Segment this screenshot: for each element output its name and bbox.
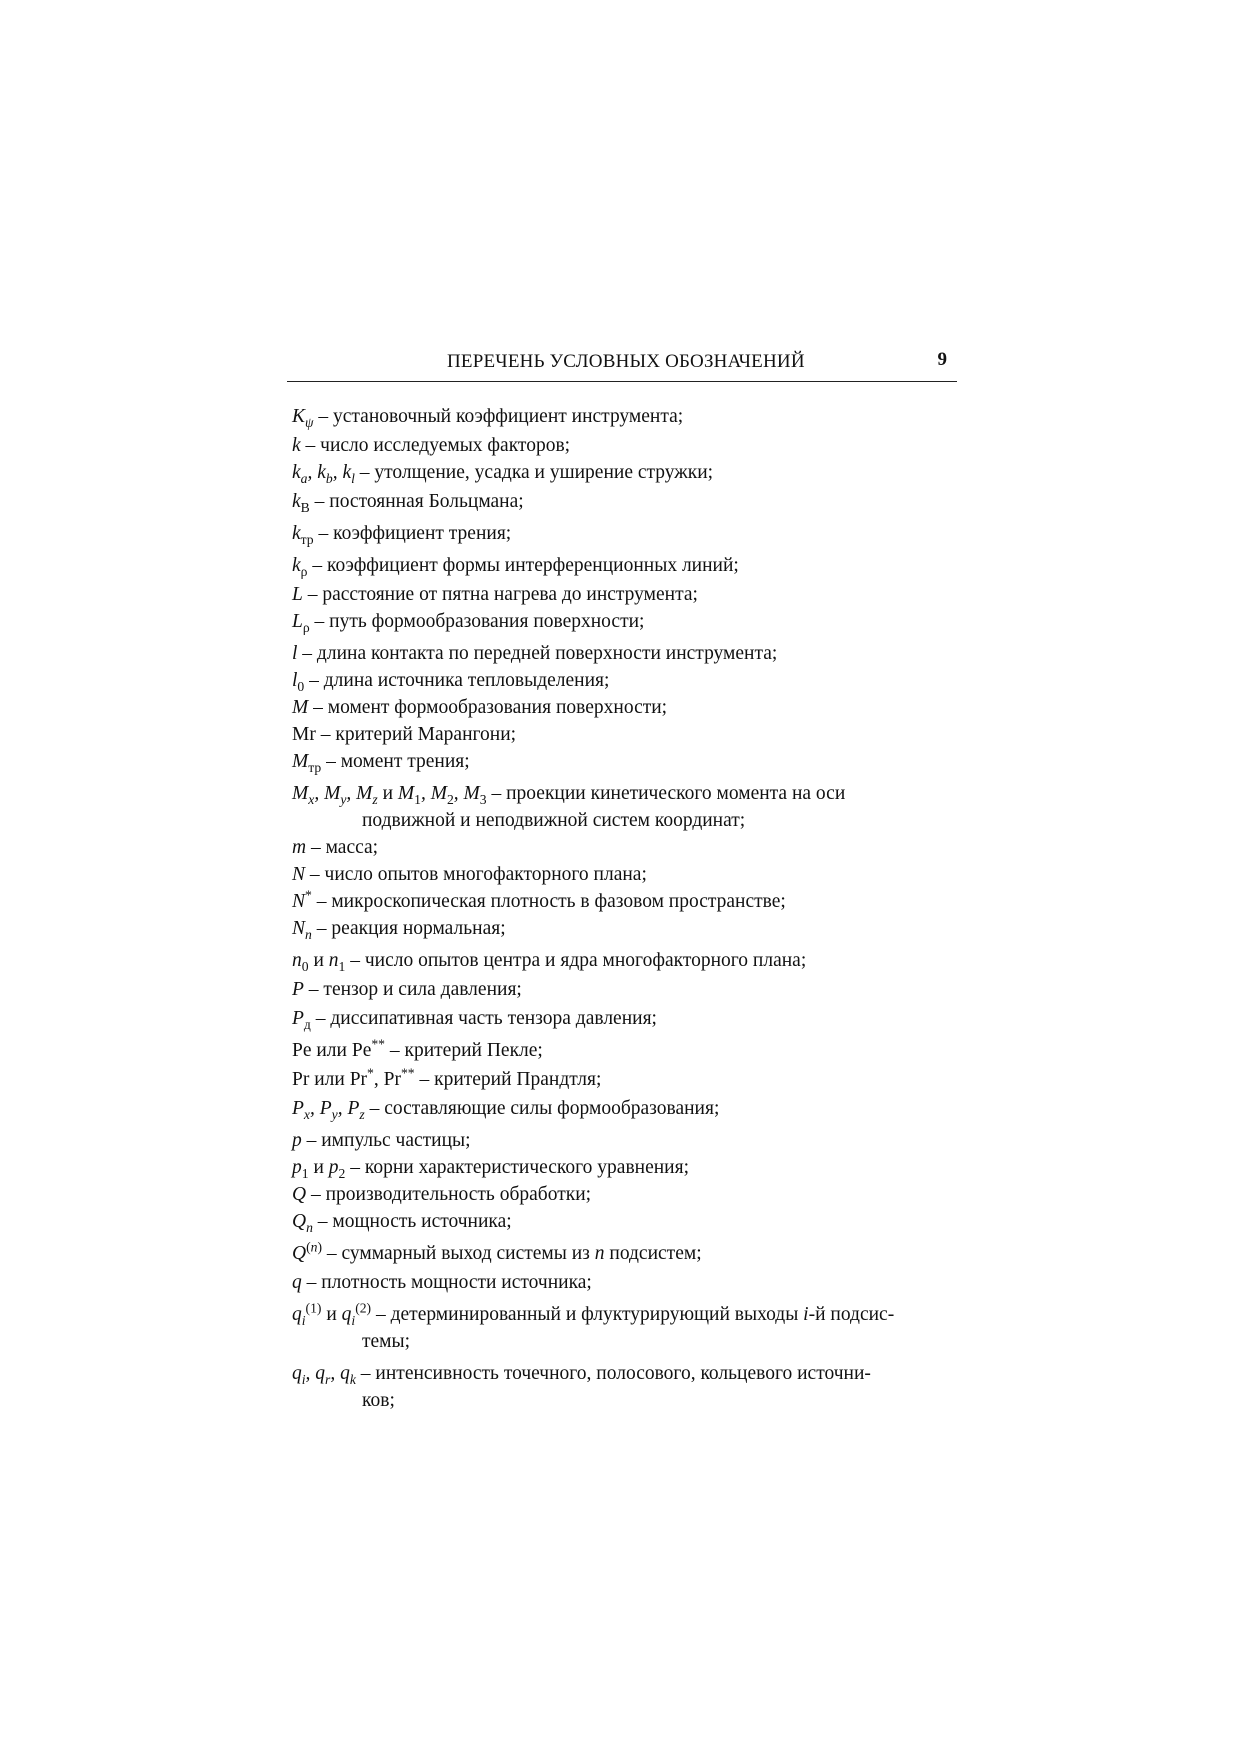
notation-symbol: $k_B$ — [292, 491, 310, 515]
notation-symbol: N — [292, 864, 306, 885]
notation-definition: – масса; — [306, 837, 379, 858]
notation-definition: – расстояние от пятна нагрева до инструмента; — [302, 584, 698, 605]
notation-entry — [292, 949, 952, 972]
notation-entry — [292, 1065, 952, 1091]
notation-symbol: $p_1$ и $p_2$ — [292, 1157, 346, 1181]
notation-definition: – длина контакта по передней поверхности инструмента; — [297, 643, 778, 664]
notation-definition: – критерий Пекле; — [385, 1040, 543, 1061]
notation-entry-continuation — [292, 809, 952, 832]
notation-definition: темы; — [362, 1331, 411, 1352]
notation-entry — [292, 887, 952, 913]
notation-symbol: Pe или Pe** — [292, 1036, 385, 1061]
notation-symbol: q — [292, 1272, 302, 1293]
notation-symbol: Pr или Pr*, Pr** — [292, 1065, 415, 1090]
notation-symbol: k — [292, 435, 301, 456]
notation-entry — [292, 978, 952, 1001]
notation-entry — [292, 917, 952, 940]
notation-entry — [292, 1239, 952, 1265]
notation-symbol: P — [292, 979, 304, 1000]
notation-symbol: l — [292, 643, 298, 664]
notation-definition: ков; — [362, 1390, 395, 1411]
notation-symbol: N* — [292, 887, 312, 912]
notation-symbol: $q_i^{(1)}$ и $q_i^{(2)}$ — [292, 1300, 372, 1328]
notation-symbol: $k_{тр}$ — [292, 523, 314, 547]
notation-definition: – число исследуемых факторов; — [300, 435, 571, 456]
notation-entry — [292, 1183, 952, 1206]
notation-definition: – составляющие силы формообразования; — [364, 1098, 720, 1119]
notation-symbol: $P_x$, $P_y$, $P_z$ — [292, 1098, 365, 1122]
notation-entry — [292, 490, 952, 513]
notation-symbol: $n_0$ и $n_1$ — [292, 950, 346, 974]
notation-symbol: $Q_n$ — [292, 1211, 313, 1235]
notation-symbol: L — [292, 584, 303, 605]
notation-entry — [292, 642, 952, 665]
notation-entry — [292, 434, 952, 457]
notation-entry — [292, 1210, 952, 1233]
notation-entry — [292, 723, 952, 746]
symbol-list — [292, 405, 952, 1412]
notation-entry — [292, 836, 952, 859]
notation-symbol: $k_a$, $k_b$, $k_l$ — [292, 462, 355, 486]
notation-definition: – производительность обработки; — [306, 1184, 592, 1205]
notation-symbol: m — [292, 837, 307, 858]
notation-entry — [292, 554, 952, 577]
notation-symbol: $K_\psi$ — [292, 406, 314, 430]
notation-entry — [292, 610, 952, 633]
notation-definition: – критерий Прандтля; — [414, 1069, 602, 1090]
notation-entry — [292, 1007, 952, 1030]
notation-definition: – коэффициент формы интерференционных линий; — [307, 555, 739, 576]
notation-symbol: $Q^{(n)}$ — [292, 1239, 323, 1264]
notation-symbol: $L_\rho$ — [292, 611, 310, 635]
notation-definition: – постоянная Больцмана; — [309, 491, 524, 512]
notation-definition: – микроскопическая плотность в фазовом пространстве; — [311, 891, 786, 912]
notation-definition: – импульс частицы; — [301, 1130, 471, 1151]
notation-symbol: Q — [292, 1184, 307, 1205]
notation-definition: – проекции кинетического момента на оси — [486, 783, 846, 804]
notation-definition: – длина источника тепловыделения; — [304, 670, 610, 691]
notation-definition: – суммарный выход системы из n подсистем; — [322, 1243, 702, 1264]
notation-entry — [292, 405, 952, 428]
notation-symbol: $M_{тр}$ — [292, 751, 322, 775]
notation-entry — [292, 1129, 952, 1152]
notation-entry — [292, 750, 952, 773]
notation-definition: подвижной и неподвижной систем координат; — [362, 810, 746, 831]
page-header — [287, 345, 957, 382]
notation-definition: – диссипативная часть тензора давления; — [310, 1008, 657, 1029]
notation-symbol: M — [292, 697, 309, 718]
notation-entry — [292, 669, 952, 692]
notation-symbol: $k_\rho$ — [292, 555, 308, 579]
notation-definition: – момент трения; — [321, 751, 470, 772]
notation-definition: – детерминированный и флуктурирующий выходы i-й подсис- — [371, 1304, 895, 1325]
notation-definition: – критерий Марангони; — [315, 724, 517, 745]
notation-symbol: $P_д$ — [292, 1008, 311, 1032]
notation-entry — [292, 1097, 952, 1120]
notation-definition: – путь формообразования поверхности; — [309, 611, 645, 632]
notation-definition: – интенсивность точечного, полосового, кольцевого источни- — [355, 1363, 871, 1384]
notation-definition: – число опытов многофакторного плана; — [305, 864, 647, 885]
notation-symbol: $N_n$ — [292, 918, 312, 942]
notation-definition: – корни характеристического уравнения; — [345, 1157, 690, 1178]
notation-definition: – число опытов центра и ядра многофакторного плана; — [345, 950, 807, 971]
notation-entry — [292, 1036, 952, 1062]
notation-entry — [292, 461, 952, 484]
notation-definition: – тензор и сила давления; — [303, 979, 522, 1000]
notation-entry — [292, 583, 952, 606]
notation-definition: – реакция нормальная; — [311, 918, 506, 939]
notation-symbol: $M_x$, $M_y$, $M_z$ и $M_1$, $M_2$, $M_3$ — [292, 783, 487, 807]
notation-entry — [292, 863, 952, 886]
notation-definition: – плотность мощности источника; — [301, 1272, 592, 1293]
notation-entry — [292, 1362, 952, 1385]
notation-entry — [292, 522, 952, 545]
notation-symbol: $l_0$ — [292, 670, 305, 694]
notation-entry — [292, 1156, 952, 1179]
notation-definition: – установочный коэффициент инструмента; — [313, 406, 684, 427]
notation-symbol: p — [292, 1130, 302, 1151]
notation-entry — [292, 696, 952, 719]
notation-entry — [292, 1300, 952, 1328]
notation-entry — [292, 1271, 952, 1294]
notation-definition: – момент формообразования поверхности; — [308, 697, 668, 718]
notation-symbol: Mr — [292, 724, 316, 745]
page-number: 9 — [937, 349, 947, 370]
notation-symbol: $q_i$, $q_r$, $q_k$ — [292, 1363, 356, 1387]
notation-entry-continuation — [292, 1389, 952, 1412]
notation-definition: – коэффициент трения; — [313, 523, 512, 544]
page-title: ПЕРЕЧЕНЬ УСЛОВНЫХ ОБОЗНАЧЕНИЙ — [447, 351, 805, 372]
notation-definition: – мощность источника; — [312, 1211, 512, 1232]
notation-entry — [292, 782, 952, 805]
notation-definition: – утолщение, усадка и уширение стружки; — [354, 462, 714, 483]
notation-entry-continuation — [292, 1330, 952, 1353]
